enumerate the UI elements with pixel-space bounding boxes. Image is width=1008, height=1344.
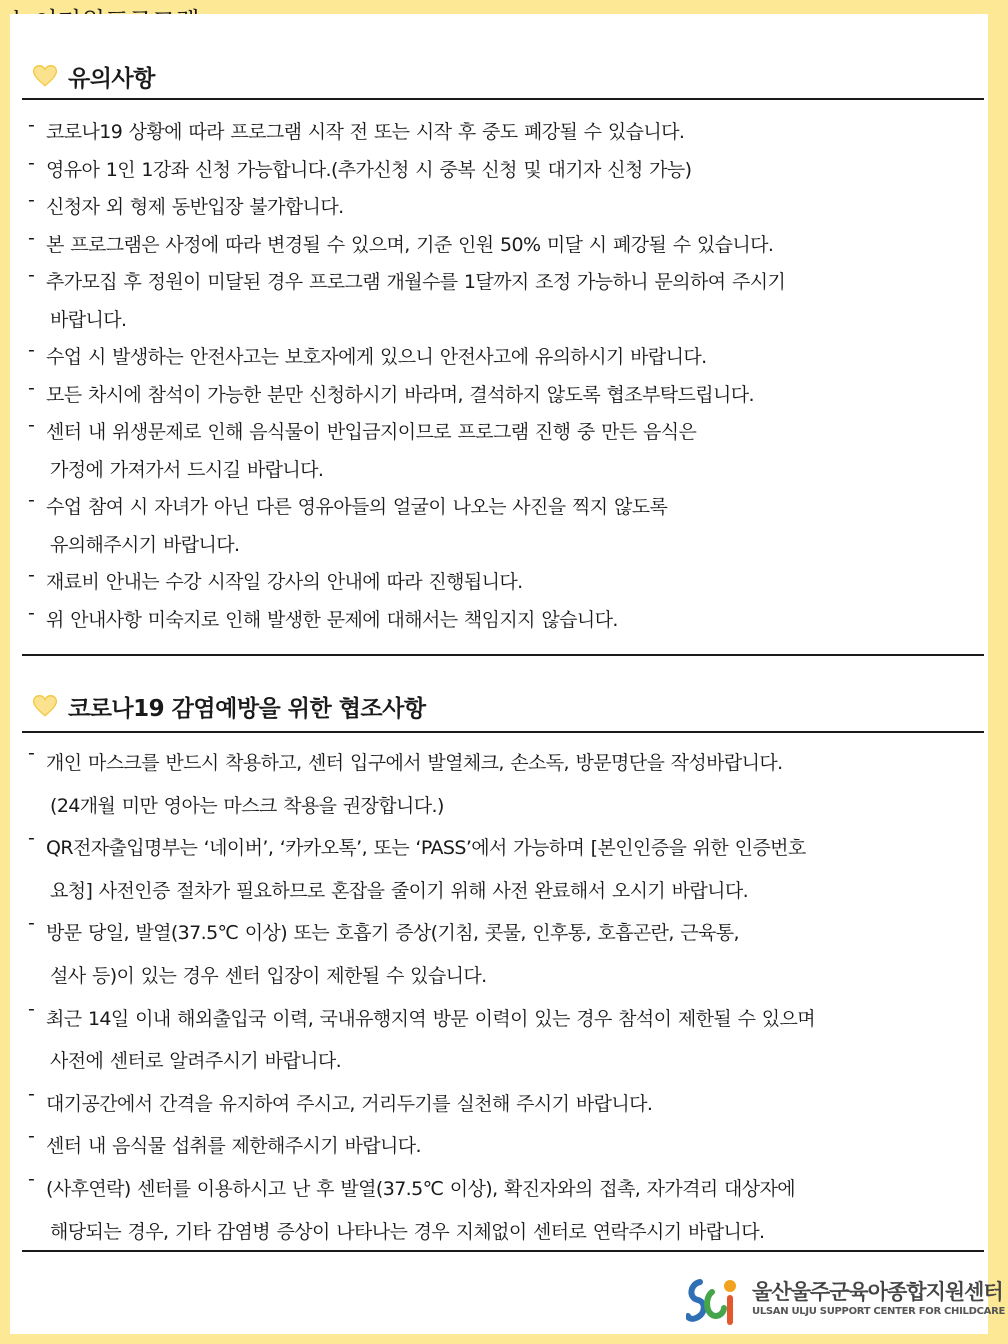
list-item-text-continued: 설사 등)이 있는 경우 센터 입장이 제한될 수 있습니다. [50,964,487,987]
center-name-english: ULSAN ULJU SUPPORT CENTER FOR CHILDCARE [752,1306,1006,1317]
list-item [28,114,986,152]
list-item-text-continued: 가정에 가져가서 드시길 바랍니다. [50,458,324,481]
list-item-text: - (사후연락) 센터를 이용하시고 난 후 발열(37.5℃ 이상), 확진자와의 접촉, 자가격리 대상자에 [46,1177,796,1200]
list-item [28,152,986,190]
list-item-text-continued: 요청] 사전인증 절차가 필요하므로 혼잡을 줄이기 위해 사전 완료해서 오시기 바랍니다. [50,879,749,902]
list-item [28,1125,986,1168]
list-item-text-continued: (24개월 미만 영아는 마스크 착용을 권장합니다.) [50,794,444,817]
section-header-notes [22,56,984,96]
center-name-korean: 울산울주군육아종합지원센터 [752,1280,1003,1304]
list-item [28,339,986,377]
list-item-text: - 개인 마스크를 반드시 착용하고, 센터 입구에서 발열체크, 손소독, 방문명단을 작성바랍니다. [46,752,783,774]
list-item [28,227,986,265]
list-item [28,827,986,912]
list-item [28,564,986,602]
list-item-text: - 대기공간에서 간격을 유지하여 주시고, 거리두기를 실천해 주시기 바랍니다. [46,1092,653,1115]
list-item-text: - 신청자 외 형제 동반입장 불가합니다. [46,196,344,218]
center-logo-mark [686,1276,742,1328]
list-item-text: - 영유아 1인 1강좌 신청 가능합니다.(추가신청 시 중복 신청 및 대기자 신청 가능) [46,158,692,181]
list-item-text-continued: 바랍니다. [50,308,127,331]
list-item-text-continued: 유의해주시기 바랍니다. [50,533,240,556]
notes-list [28,114,986,639]
list-item-text: - 수업 시 발생하는 안전사고는 보호자에게 있으니 안전사고에 유의하시기 바랍니다. [46,346,707,368]
list-item [28,742,986,827]
list-item-text: - 추가모집 후 정원이 미달된 경우 프로그램 개월수를 1달까지 조정 가능하니 문의하여 주시기 [46,271,786,293]
list-item [28,414,986,489]
section-divider [22,98,984,100]
list-item-text: - 모든 차시에 참석이 가능한 분만 신청하시기 바라며, 결석하지 않도록 협조부탁드립니다. [46,383,754,406]
list-item [28,912,986,997]
list-item [28,602,986,640]
list-item-text: - 최근 14일 이내 해외출입국 이력, 국내유행지역 방문 이력이 있는 경우 참석이 제한될 수 있으며 [46,1007,816,1030]
list-item [28,377,986,415]
list-item-text-continued: 사전에 센터로 알려주시기 바랍니다. [50,1050,342,1073]
list-item-text-continued: 해당되는 경우, 기타 감염병 증상이 나타나는 경우 지체없이 센터로 연락주시기 바랍니다. [50,1220,765,1243]
content-panel [10,14,988,1334]
section-divider [22,1250,984,1252]
list-item [28,489,986,564]
center-logo [686,1266,1006,1330]
list-item [28,998,986,1083]
list-item [28,189,986,227]
list-item-text: - 방문 당일, 발열(37.5℃ 이상) 또는 호흡기 증상(기침, 콧물, 인후통, 호흡곤란, 근육통, [46,922,739,945]
list-item-text: - 수업 참여 시 자녀가 아닌 다른 영유아들의 얼굴이 나오는 사진을 찍지 않도록 [46,496,668,518]
list-item-text: - 재료비 안내는 수강 시작일 강사의 안내에 따라 진행됩니다. [46,571,523,593]
heart-icon [32,693,58,719]
list-item-text: - 위 안내사항 미숙지로 인해 발생한 문제에 대해서는 책임지지 않습니다. [46,608,618,631]
list-item-text: - 센터 내 음식물 섭취를 제한해주시기 바랍니다. [46,1135,421,1158]
list-item-text: - 센터 내 위생문제로 인해 음식물이 반입금지이므로 프로그램 진행 중 만든 음식은 [46,421,697,443]
covid-guidelines-list [28,742,986,1253]
heart-icon [32,63,58,89]
list-item [28,264,986,339]
list-item-text: - QR전자출입명부는 ‘네이버’, ‘카카오톡’, 또는 ‘PASS’에서 가능하며 [본인인증을 위한 인증번호 [46,837,806,860]
section-header-covid [22,686,984,726]
section-divider [22,731,984,733]
list-item-text: - 코로나19 상황에 따라 프로그램 시작 전 또는 시작 후 중도 폐강될 수 있습니다. [46,121,685,143]
section-title: 유의사항 [68,65,155,92]
list-item-text: - 본 프로그램은 사정에 따라 변경될 수 있으며, 기준 인원 50% 미달 시 폐강될 수 있습니다. [46,233,774,256]
section-divider [22,654,984,656]
section-title: 코로나19 감염예방을 위한 협조사항 [68,695,426,722]
list-item [28,1083,986,1126]
list-item [28,1168,986,1253]
